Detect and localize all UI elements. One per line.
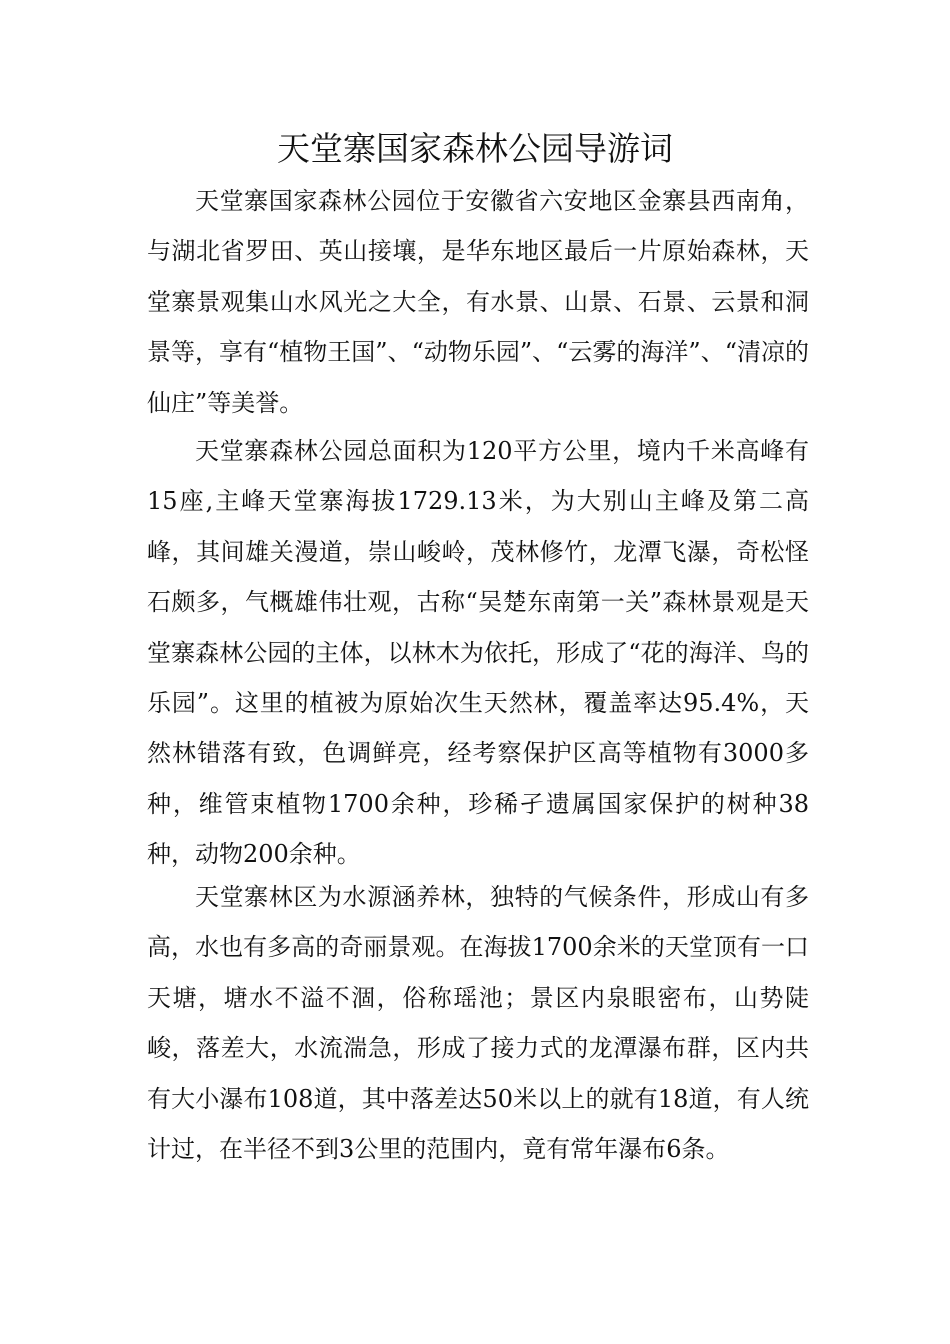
- paragraph-waterfalls: 天堂寨林区为水源涵养林，独特的气候条件，形成山有多高，水也有多高的奇丽景观。在海拔1700余米的天堂顶有一口天塘，塘水不溢不涸，俗称瑶池；景区内泉眼密布，山势陡峻，落差大，水流湍急，形成了接力式的龙潭瀑布群，区内共有大小瀑布108道，其中落差达50米以上的就有18道，有人统计过，在半径不到3公里的范围内，竟有常年瀑布6条。: [147, 883, 809, 1164]
- paragraph-area-and-forest: 天堂寨森林公园总面积为120平方公里，境内千米高峰有15座,主峰天堂寨海拔1729.13米，为大别山主峰及第二高峰，其间雄关漫道，崇山峻岭，茂林修竹，龙潭飞瀑，奇松怪石颇多，气概雄伟壮观，古称“吴楚东南第一关”森林景观是天堂寨森林公园的主体，以林木为依托，形成了“花的海洋、鸟的乐园”。这里的植被为原始次生天然林，覆盖率达95.4%，天然林错落有致，色调鲜亮，经考察保护区高等植物有3000多种，维管束植物1700余种，珍稀孑遗属国家保护的树种38种，动物200余种。: [147, 437, 809, 869]
- paragraph-intro: 天堂寨国家森林公园位于安徽省六安地区金寨县西南角，与湖北省罗田、英山接壤，是华东地区最后一片原始森林，天堂寨景观集山水风光之大全，有水景、山景、石景、云景和洞景等，享有“植物王国”、“动物乐园”、“云雾的海洋”、“清凉的仙庄”等美誉。: [147, 187, 809, 417]
- document-title: 天堂寨国家森林公园导游词: [277, 129, 673, 168]
